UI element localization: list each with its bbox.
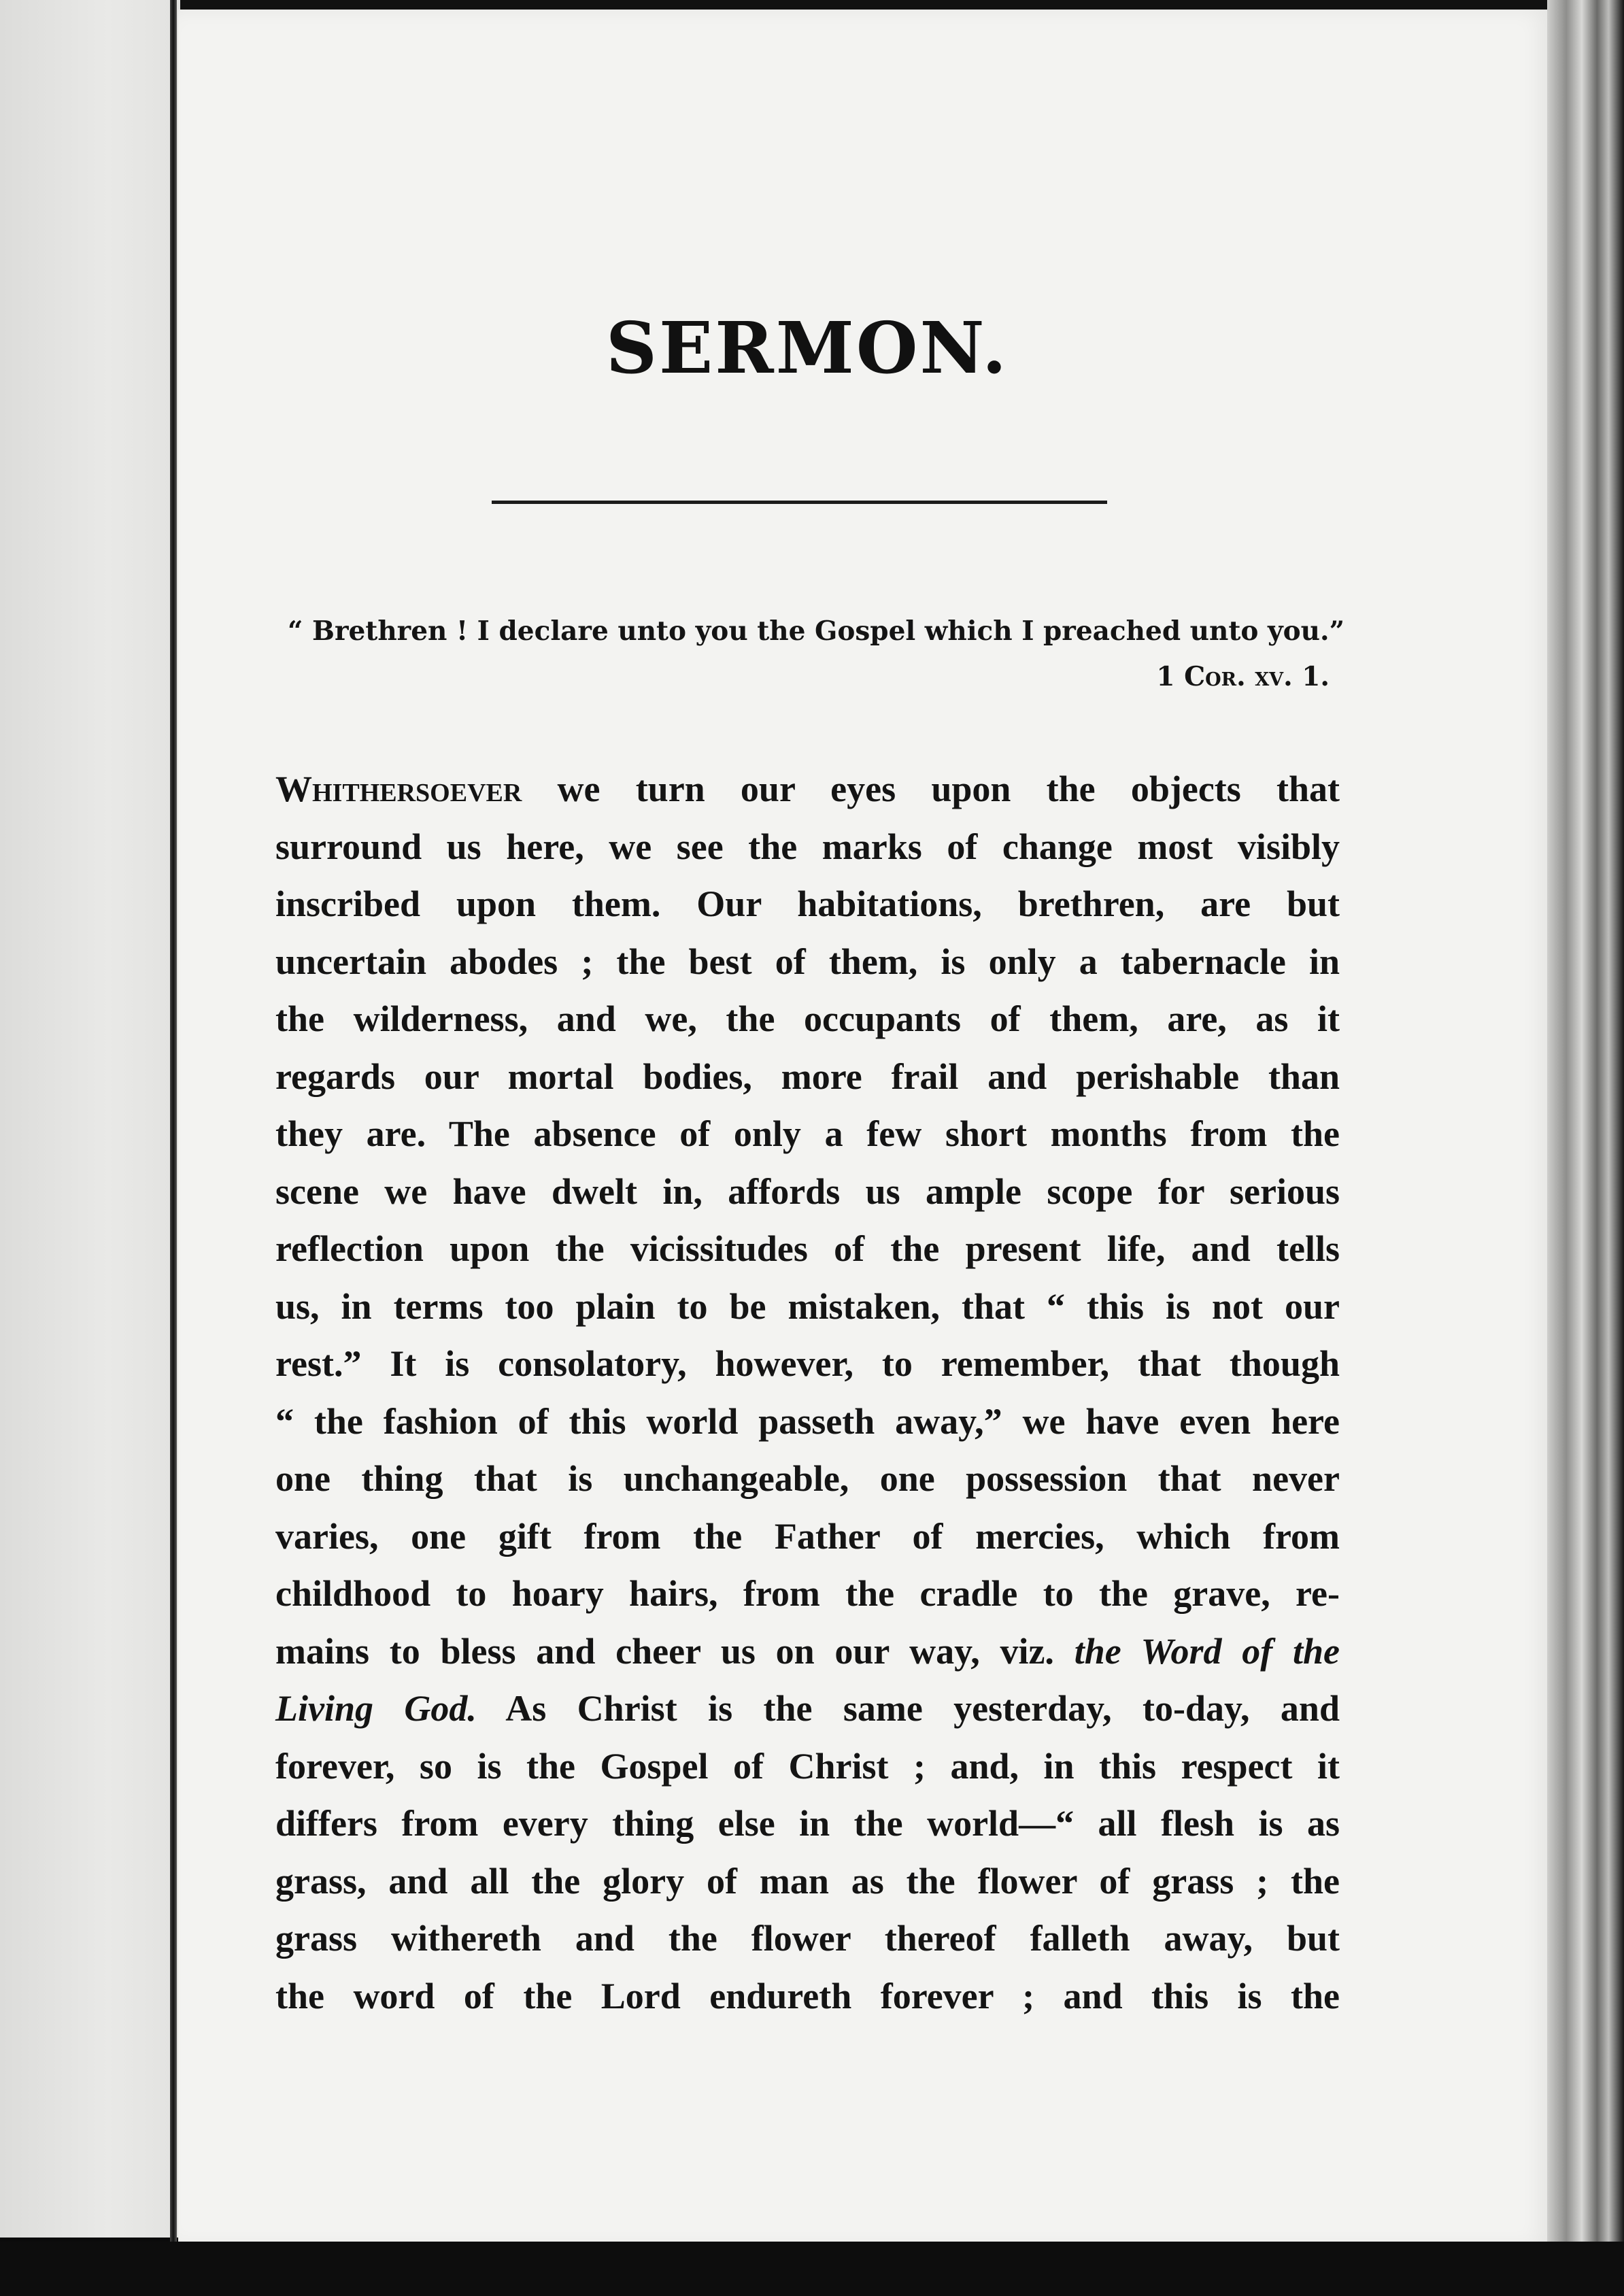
body-line-19: differs from every thing else in the world—“ all flesh is as <box>275 1803 1340 1844</box>
body-line-9: reflection upon the vicissitudes of the present life, and tells <box>275 1228 1340 1269</box>
body-line-text: mains to bless and cheer us on our way, viz. <box>275 1630 1075 1672</box>
body-line-6: regards our mortal bodies, more frail and perishable than <box>275 1056 1340 1097</box>
body-line-text: As Christ is the same yesterday, to-day, and <box>476 1688 1340 1729</box>
body-line-14: varies, one gift from the Father of mercies, which from <box>275 1515 1340 1557</box>
scripture-citation <box>1020 661 1330 692</box>
body-line-1 <box>275 760 1340 818</box>
body-line-22: the word of the Lord endureth forever ; and this is the <box>275 1975 1340 2016</box>
sermon-body <box>275 760 1340 2025</box>
body-line-20: grass, and all the glory of man as the flower of grass ; the <box>275 1860 1340 1902</box>
body-line-4: uncertain abodes ; the best of them, is only a tabernacle in <box>275 941 1340 982</box>
body-line-12: “ the fashion of this world passeth away,” we have even here <box>275 1400 1340 1442</box>
body-line-18: forever, so is the Gospel of Christ ; and, in this respect it <box>275 1745 1340 1787</box>
book-gutter <box>170 0 177 2244</box>
body-line-8: scene we have dwelt in, affords us ample scope for serious <box>275 1170 1340 1212</box>
body-line-text: we turn our eyes upon the objects that <box>522 769 1340 809</box>
body-line-13: one thing that is unchangeable, one possession that never <box>275 1458 1340 1499</box>
facing-page-edge <box>0 0 180 2238</box>
title-rule <box>492 501 1107 504</box>
body-line-11: rest.” It is consolatory, however, to remember, that though <box>275 1343 1340 1384</box>
body-line-5: the wilderness, and we, the occupants of them, are, as it <box>275 998 1340 1039</box>
italic-phrase: the Word of the <box>1074 1630 1340 1672</box>
page-stack-edge <box>1547 0 1624 2296</box>
body-line-21: grass withereth and the flower thereof falleth away, but <box>275 1918 1340 1959</box>
opening-word: Whithersoever <box>275 769 522 809</box>
body-line-2: surround us here, we see the marks of change most visibly <box>275 826 1340 867</box>
citation-text: 1 Cor. xv. 1. <box>1156 661 1330 692</box>
body-line-3: inscribed upon them. Our habitations, brethren, are but <box>275 883 1340 924</box>
body-line-10: us, in terms too plain to be mistaken, that “ this is not our <box>275 1285 1340 1327</box>
page-title: SERMON. <box>605 306 1009 390</box>
scan-bottom-border <box>0 2242 1624 2296</box>
body-line-16 <box>275 1623 1340 1681</box>
italic-phrase: Living God. <box>275 1688 477 1729</box>
body-line-7: they are. The absence of only a few short months from the <box>275 1113 1340 1154</box>
body-line-17 <box>275 1680 1340 1738</box>
epigraph: “ Brethren ! I declare unto you the Gospel which I preached unto you.” <box>287 615 1345 647</box>
body-line-15: childhood to hoary hairs, from the cradle to the grave, re- <box>275 1573 1340 1614</box>
